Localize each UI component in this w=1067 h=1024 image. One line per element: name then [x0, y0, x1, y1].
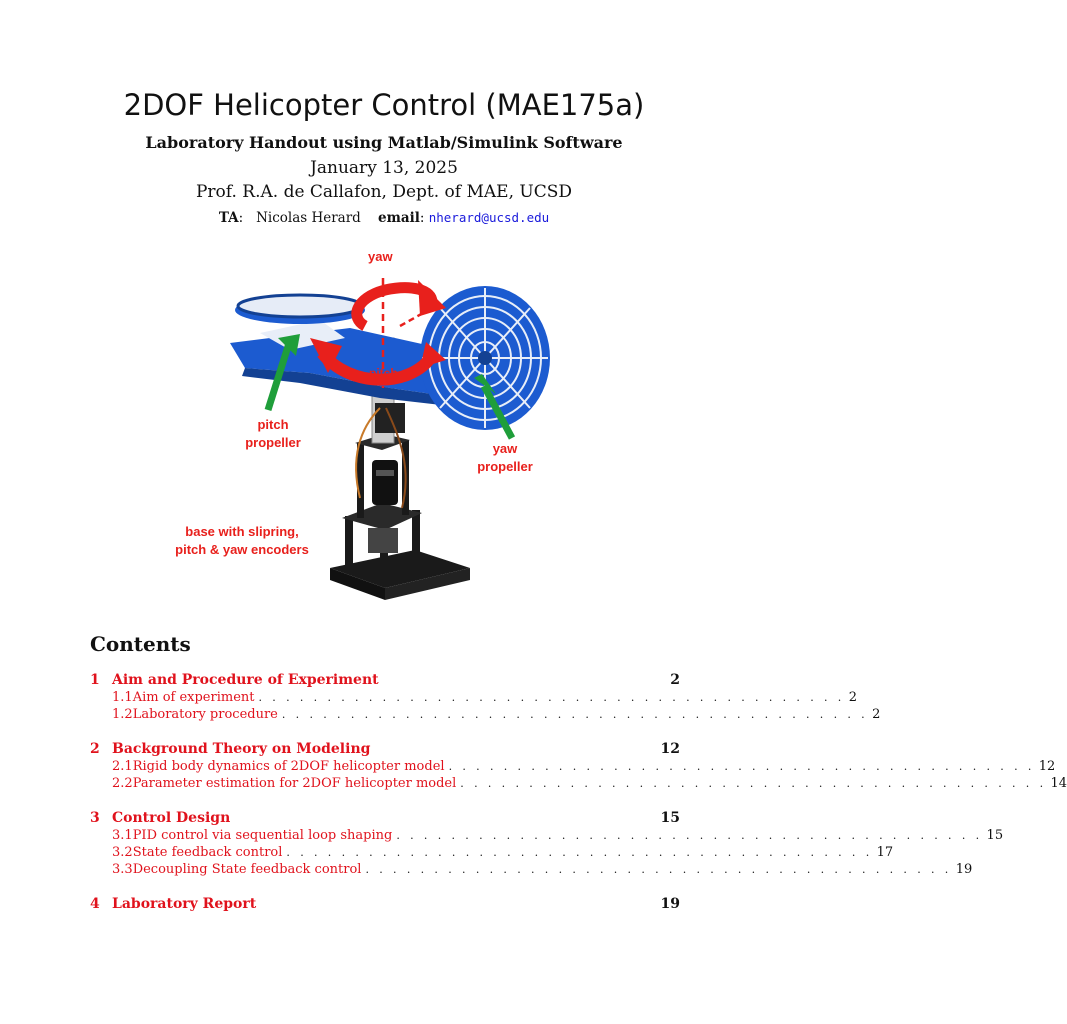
helicopter-figure	[150, 238, 620, 608]
document-title: 2DOF Helicopter Control (MAE175a)	[123, 88, 645, 122]
toc-subsection[interactable]	[90, 776, 1067, 793]
toc-subsection[interactable]	[90, 707, 881, 724]
toc-subsection-number: 1.1	[112, 690, 133, 705]
toc-section[interactable]	[90, 741, 680, 759]
toc-subsection-page: 2	[872, 707, 881, 722]
document-subtitle: Laboratory Handout using Matlab/Simulink Software	[145, 133, 623, 152]
toc-subsection-title: Decoupling State feedback control	[132, 862, 362, 877]
toc-section[interactable]	[90, 672, 680, 690]
pitch-propeller-label-line1: pitch	[257, 417, 289, 432]
yaw-propeller-label-line1: yaw	[492, 441, 518, 456]
toc-subsection-number: 3.2	[112, 845, 133, 860]
toc-subsection[interactable]	[90, 828, 1004, 845]
toc-section-title: Laboratory Report	[112, 896, 257, 912]
toc-subsection-number: 2.2	[112, 776, 133, 791]
toc-section-page: 2	[670, 672, 680, 688]
toc-subsection-page: 12	[1038, 759, 1056, 774]
ta-line: TA: Nicolas Herard email: nherard@ucsd.edu	[218, 210, 550, 226]
toc-subsection-number: 1.2	[112, 707, 133, 722]
toc-subsection-page: 14	[1050, 776, 1067, 791]
toc-subsection-title: PID control via sequential loop shaping	[132, 828, 393, 843]
table-of-contents	[90, 672, 1067, 914]
toc-subsection-title: Aim of experiment	[132, 690, 255, 705]
ta-label: TA	[218, 210, 239, 226]
toc-dot-leader: . . . . . . . . . . . . . . . . . . . . . . . . . . . . . . . . . . . . . . . . . . .	[448, 760, 1035, 773]
toc-subsection-title: Laboratory procedure	[132, 707, 278, 722]
base-label-line1: base with slipring,	[185, 524, 299, 539]
contents-heading: Contents	[90, 632, 191, 656]
document-date: January 13, 2025	[310, 158, 458, 178]
toc-section-page: 19	[660, 896, 680, 912]
toc-dot-leader: . . . . . . . . . . . . . . . . . . . . . . . . . . . . . . . . . . . . . . . . . . .	[365, 863, 952, 876]
toc-section-page: 12	[660, 741, 680, 757]
toc-subsection-page: 19	[955, 862, 973, 877]
toc-subsection-page: 15	[986, 828, 1004, 843]
toc-section-number: 4	[90, 896, 100, 912]
ta-name: Nicolas Herard	[256, 210, 361, 226]
toc-section-title: Aim and Procedure of Experiment	[112, 672, 379, 688]
toc-subsection[interactable]	[90, 759, 1056, 776]
helicopter-base	[330, 434, 470, 600]
yaw-propeller-label-line2: propeller	[477, 459, 533, 474]
toc-subsection[interactable]	[90, 845, 894, 862]
toc-section[interactable]	[90, 810, 680, 828]
toc-dot-leader: . . . . . . . . . . . . . . . . . . . . . . . . . . . . . . . . . . . . . . . . . . .	[286, 846, 873, 859]
toc-subsection-number: 3.3	[112, 862, 133, 877]
email-label: email	[378, 210, 420, 226]
toc-section-number: 1	[90, 672, 100, 688]
pitch-propeller-label-line2: propeller	[245, 435, 301, 450]
toc-dot-leader: . . . . . . . . . . . . . . . . . . . . . . . . . . . . . . . . . . . . . . . . . . .	[460, 777, 1047, 790]
toc-section[interactable]	[90, 896, 680, 914]
toc-subsection[interactable]	[90, 862, 973, 879]
toc-section-title: Background Theory on Modeling	[112, 741, 371, 757]
email-link[interactable]: nherard@ucsd.edu	[428, 210, 550, 225]
base-label	[162, 523, 322, 559]
document-author: Prof. R.A. de Callafon, Dept. of MAE, UCSD	[195, 182, 573, 202]
yaw-propeller-label	[470, 440, 540, 476]
pitch-propeller-label	[238, 416, 308, 452]
yaw-label: yaw	[368, 249, 393, 264]
toc-section-number: 2	[90, 741, 100, 757]
toc-subsection-page: 2	[848, 690, 857, 705]
toc-dot-leader: . . . . . . . . . . . . . . . . . . . . . . . . . . . . . . . . . . . . . . . . . . .	[396, 829, 983, 842]
toc-subsection-number: 2.1	[112, 759, 133, 774]
toc-subsection-number: 3.1	[112, 828, 133, 843]
toc-subsection-title: Parameter estimation for 2DOF helicopter model	[132, 776, 457, 791]
pitch-label: pitch	[369, 366, 398, 380]
toc-dot-leader: . . . . . . . . . . . . . . . . . . . . . . . . . . . . . . . . . . . . . . . . . . .	[281, 708, 869, 721]
toc-subsection[interactable]	[90, 690, 857, 707]
toc-section-page: 15	[660, 810, 680, 826]
toc-section-title: Control Design	[112, 810, 231, 826]
toc-subsection-page: 17	[876, 845, 894, 860]
base-label-line2: pitch & yaw encoders	[175, 542, 309, 557]
toc-dot-leader: . . . . . . . . . . . . . . . . . . . . . . . . . . . . . . . . . . . . . . . . . . .	[258, 691, 845, 704]
toc-subsection-title: Rigid body dynamics of 2DOF helicopter model	[132, 759, 445, 774]
toc-section-number: 3	[90, 810, 100, 826]
pitch-propeller	[235, 295, 365, 324]
toc-subsection-title: State feedback control	[132, 845, 283, 860]
